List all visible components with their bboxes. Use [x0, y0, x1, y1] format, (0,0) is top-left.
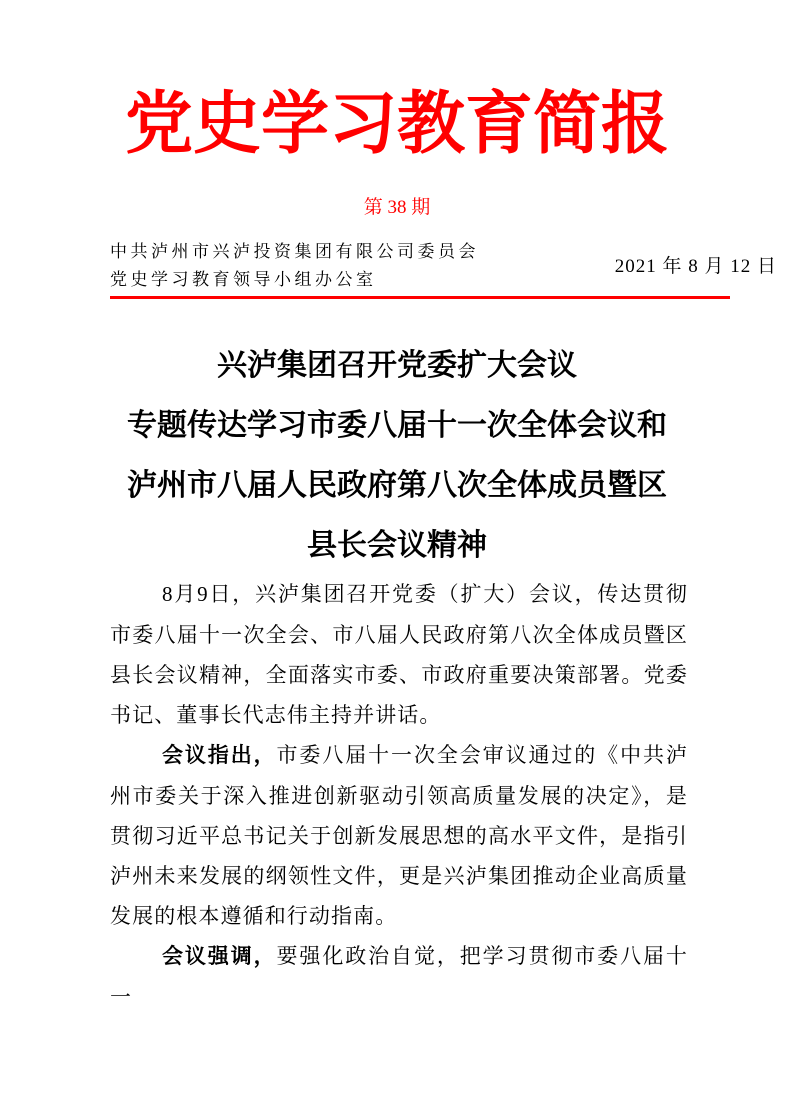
paragraph-3-text: 要强化政治自觉，把学习贯彻市委八届十一: [110, 944, 688, 1009]
paragraph-3-lead: 会议强调，: [162, 945, 277, 968]
paragraph-1-text: 8月9日，兴泸集团召开党委（扩大）会议，传达贯彻市委八届十一次全会、市八届人民政府第八次全体成员暨区县长会议精神，全面落实市委、市政府重要决策部署。党委书记、董事长代志伟主持并讲话。: [110, 582, 688, 727]
issuing-org-block: [110, 238, 479, 294]
issue-number: 第 38 期: [363, 197, 431, 218]
body-paragraph-3: [110, 936, 688, 1017]
article-body: [110, 574, 688, 1017]
body-paragraph-1: [110, 574, 688, 735]
article-title-line-4: 县长会议精神: [307, 529, 487, 562]
article-title-line-3: 泸州市八届人民政府第八次全体成员暨区: [127, 469, 667, 502]
paragraph-2-text: 市委八届十一次全会审议通过的《中共泸州市委关于深入推进创新驱动引领高质量发展的决定》，是贯彻习近平总书记关于创新发展思想的高水平文件，是指引泸州未来发展的纲领性文件，更是兴泸集团推动企业高质量发展的根本遵循和行动指南。: [110, 743, 688, 928]
masthead-red-rule: [110, 296, 730, 299]
article-title: [107, 336, 687, 576]
paragraph-2-lead: 会议指出，: [162, 744, 277, 767]
bulletin-title: 党史学习教育简报: [124, 86, 669, 162]
issuing-org-line-2: 党史学习教育领导小组办公室: [110, 270, 377, 289]
article-title-line-1: 兴泸集团召开党委扩大会议: [217, 349, 577, 382]
body-paragraph-2: [110, 735, 688, 936]
article-title-line-2: 专题传达学习市委八届十一次全体会议和: [127, 409, 667, 442]
issuing-org-line-1: 中共泸州市兴泸投资集团有限公司委员会: [110, 242, 479, 261]
issue-date: 2021 年 8 月 12 日: [614, 256, 777, 277]
